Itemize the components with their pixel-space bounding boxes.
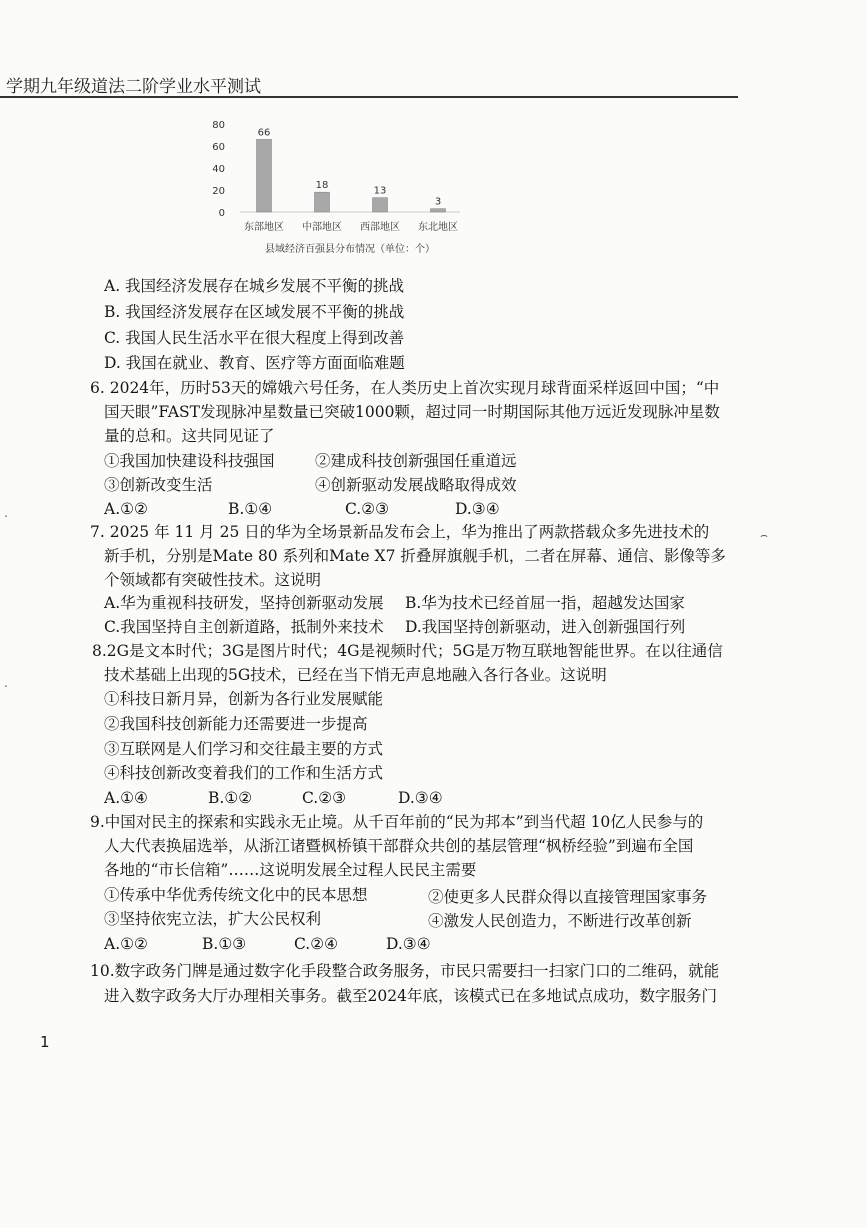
q6-item-3: ③创新改变生活 [104,476,213,494]
scan-mark: ‧ [4,680,8,694]
q9-item-1: ①传承中华优秀传统文化中的民本思想 [104,886,368,904]
bar [315,192,330,212]
county-economy-bar-chart [205,112,505,257]
q5-option-b: B. 我国经济发展存在区域发展不平衡的挑战 [104,303,405,321]
q6-stem-line-1: 6. 2024年，历时53天的嫦娥六号任务，在人类历史上首次实现月球背面采样返回中国；“中 [90,379,720,397]
q9-stem-line-2: 人大代表换届选举，从浙江诸暨枫桥镇干部群众共创的基层管理“枫桥经验”到遍布全国 [104,837,694,855]
q8-item-1: ①科技日新月异，创新为各行业发展赋能 [104,690,384,708]
bar [431,209,446,212]
x-tick-label: 西部地区 [360,222,400,233]
x-tick-label: 中部地区 [302,222,342,233]
bar [373,198,388,212]
q8-option-a: A.①④ [104,789,148,807]
q10-stem-line-2: 进入数字政务大厅办理相关事务。截至2024年底，该模式已在多地试点成功，数字服务门 [104,987,717,1005]
q6-stem-line-2: 国天眼”FAST发现脉冲星数量已突破1000颗，超过同一时期国际其他万远近发现脉冲星数 [104,403,720,421]
q7-stem-line-2: 新手机，分别是Mate 80 系列和Mate X7 折叠屏旗舰手机，二者在屏幕、通信、影像等多 [104,547,726,565]
x-tick-label: 东部地区 [244,222,284,233]
q6-option-c: C.②③ [345,500,390,518]
chart-title: 县域经济百强县分布情况（单位：个） [265,244,435,255]
bar-value-label: 18 [315,180,329,192]
q8-option-c: C.②③ [302,789,347,807]
y-tick-label: 40 [212,164,225,175]
bar-value-label: 66 [257,127,271,139]
q6-item-2: ②建成科技创新强国任重道远 [315,452,517,470]
q7-option-a: A.华为重视科技研发，坚持创新驱动发展 [104,594,384,612]
x-tick-label: 东北地区 [418,222,458,233]
q7-option-b: B.华为技术已经首屈一指，超越发达国家 [405,594,685,612]
q9-item-2: ②使更多人民群众得以直接管理国家事务 [428,888,708,906]
q5-option-c: C. 我国人民生活水平在很大程度上得到改善 [104,329,405,347]
q5-option-a: A. 我国经济发展存在城乡发展不平衡的挑战 [104,277,405,295]
q10-stem-line-1: 10.数字政务门牌是通过数字化手段整合政务服务，市民只需要扫一扫家门口的二维码，就能 [90,962,720,980]
bar [257,139,272,212]
q8-stem-line-2: 技术基础上出现的5G技术，已经在当下悄无声息地融入各行各业。这说明 [104,666,607,684]
q7-stem-line-3: 个领域都有突破性技术。这说明 [104,571,322,589]
y-tick-label: 0 [218,208,225,219]
q9-option-d: D.③④ [386,935,431,953]
q5-option-d: D. 我国在就业、教育、医疗等方面面临难题 [104,354,405,372]
q8-item-2: ②我国科技创新能力还需要进一步提高 [104,715,368,733]
q9-item-3: ③坚持依宪立法，扩大公民权利 [104,910,322,928]
bar-value-label: 13 [373,185,387,197]
header-rule [0,96,738,98]
y-tick-label: 20 [212,186,225,197]
q8-item-3: ③互联网是人们学习和交往最主要的方式 [104,740,384,758]
q9-option-b: B.①③ [202,935,247,953]
scan-mark: ⌢ [760,528,768,542]
q9-item-4: ④激发人民创造力，不断进行改革创新 [428,912,692,930]
q6-item-4: ④创新驱动发展战略取得成效 [315,476,517,494]
scan-mark: ‧ [4,510,8,524]
q6-item-1: ①我国加快建设科技强国 [104,452,275,470]
q6-option-a: A.①② [104,500,148,518]
q7-option-c: C.我国坚持自主创新道路，抵制外来技术 [104,618,384,636]
q8-item-4: ④科技创新改变着我们的工作和生活方式 [104,764,384,782]
q9-stem-line-1: 9.中国对民主的探索和实践永无止境。从千百年前的“民为邦本”到当代超 10亿人民参与的 [90,813,704,831]
q8-option-b: B.①② [208,789,253,807]
q7-option-d: D.我国坚持创新驱动，进入创新强国行列 [405,618,686,636]
q6-option-d: D.③④ [455,500,500,518]
q7-stem-line-1: 7. 2025 年 11 月 25 日的华为全场景新品发布会上，华为推出了两款搭载众多先进技术的 [90,523,710,541]
q8-option-d: D.③④ [398,789,443,807]
q9-option-c: C.②④ [294,935,339,953]
q6-option-b: B.①④ [228,500,273,518]
q9-stem-line-3: 各地的“市长信箱”……这说明发展全过程人民民主需要 [104,861,477,879]
page-number: 1 [40,1033,50,1051]
y-tick-label: 60 [212,142,225,153]
exam-header-title: 学期九年级道法二阶学业水平测试 [6,77,261,97]
bar-value-label: 3 [434,196,442,208]
y-tick-label: 80 [212,120,225,131]
q9-option-a: A.①② [104,935,148,953]
q8-stem-line-1: 8.2G是文本时代；3G是图片时代；4G是视频时代；5G是万物互联地智能世界。在以往通信 [92,642,723,660]
q6-stem-line-3: 量的总和。这共同见证了 [104,427,275,445]
